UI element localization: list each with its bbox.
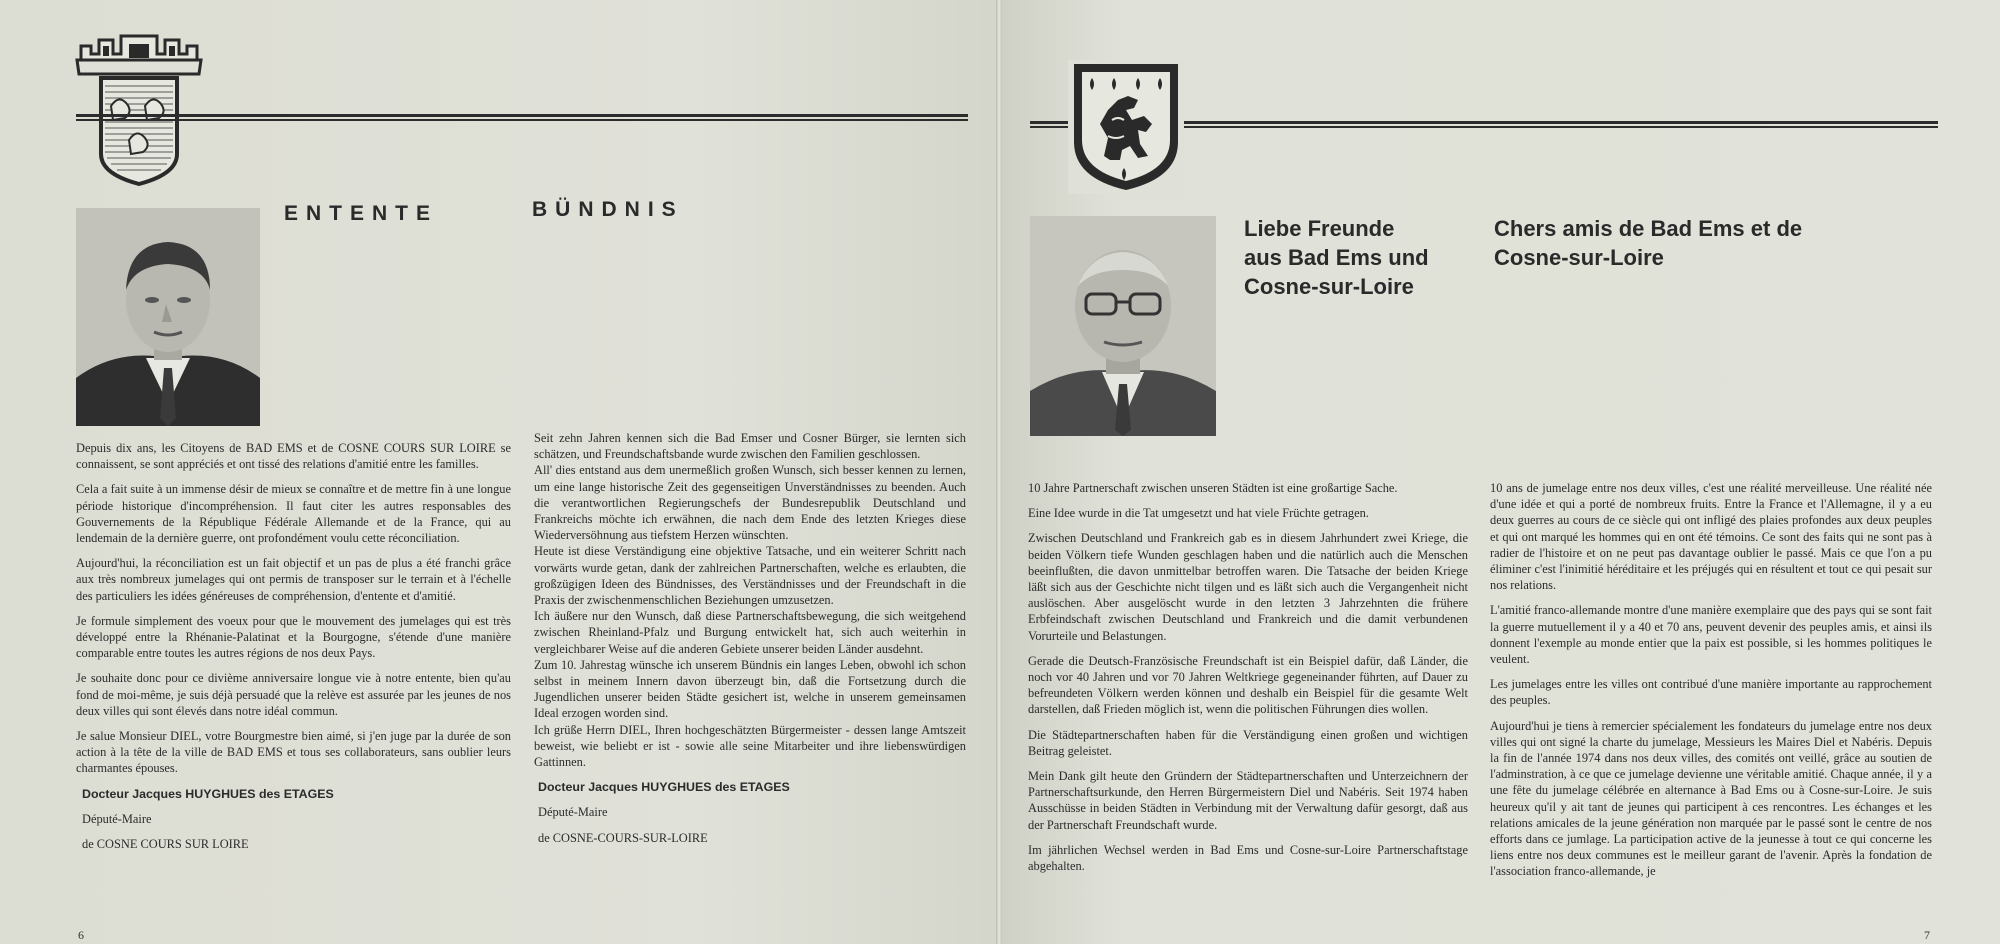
portrait-photo-mayor-bad-ems bbox=[1030, 216, 1216, 436]
french-greeting-column bbox=[1490, 480, 1932, 889]
bad-ems-crest-icon bbox=[1068, 60, 1184, 194]
paragraph: Mein Dank gilt heute den Gründern der Städtepartnerschaften und Unterzeichnern der Partnerschaftsurkunde, den Herren Bürgermeistern Diel und Nabéris. Seit 1974 haben Ausschüsse in beiden Städten in Verbindung mit der Verwaltung dafür gesorgt, daß aus der Partnerschaft Freundschaft wurde. bbox=[1028, 769, 1468, 832]
paragraph: 10 Jahre Partnerschaft zwischen unseren Städten ist eine großartige Sache. bbox=[1028, 481, 1398, 495]
page-number: 6 bbox=[78, 928, 84, 942]
paragraph: Zwischen Deutschland und Frankreich gab es in diesem Jahrhundert zwei Kriege, die beiden Völkern tiefe Wunden geschlagen haben und die natürlich auch die Menschen beeinflußten, die davon unmittelbar betroffen waren. Die Tatsache der beiden Kriege läßt sich aus der Geschichte nicht tilgen und es läßt sich auch die Vergangenheit nicht auslöschen. Aber ausgelöscht wurde in den letzten 3 Jahrzehnten die frühere Erbfeindschaft zwischen Deutschland und Frankreich und die damit verbundenen Vorurteile und Belastungen. bbox=[1028, 531, 1468, 643]
paragraph: Eine Idee wurde in die Tat umgesetzt und hat viele Früchte getragen. bbox=[1028, 506, 1369, 521]
heading-line: Cosne-sur-Loire bbox=[1244, 274, 1414, 299]
heading-line: Liebe Freunde bbox=[1244, 216, 1395, 241]
heading-buendnis: BÜNDNIS bbox=[532, 198, 684, 221]
heading-line: aus Bad Ems und bbox=[1244, 245, 1429, 270]
signature-title: Député-Maire bbox=[82, 811, 152, 826]
signature-name: Docteur Jacques HUYGHUES des ETAGES bbox=[538, 780, 790, 795]
paragraph: Im jährlichen Wechsel werden in Bad Ems und Cosne-sur-Loire Partnerschaftstage abgehalten. bbox=[1028, 842, 1468, 874]
paragraph: Depuis dix ans, les Citoyens de BAD EMS et de COSNE COURS SUR LOIRE se connaissent, se sont appréciés et ont tissé des relations d'amitié entre les familles. bbox=[76, 441, 511, 472]
signature-title: Député-Maire bbox=[538, 805, 608, 820]
header-rule bbox=[76, 114, 968, 121]
left-page bbox=[0, 0, 996, 944]
paragraph: Aujourd'hui je tiens à remercier spécialement les fondateurs du jumelage entre nos deux villes qui ont signé la charte du jumelage, Messieurs les Maires Diel et Nabéris. Depuis la fin de l'année 1974 dans nos deux villes, des comités ont veillé, grâce au soutien de l'adminstration, à ce que ce jumelage devienne une véritable amitié. Chaque année, il y a une fête du jumelage célébrée en alternance à Bad Ems ou à Cosne-sur-Loire. Je suis heureux qu'il y ait tant de jeunes qui participent à ces rencontres. Les échanges et les relations amicales de la jeune génération non marquée par le passé sont le centre de nos efforts dans ce jumlage. La participation active de la jeunesse à tout ce qui concerne les liens entre nos deux communes est le meilleur garant de l'avenir. Après la fondation de l'association franco-allemande, je bbox=[1490, 718, 1932, 879]
right-page bbox=[1002, 0, 2000, 944]
paragraph: Aujourd'hui, la réconciliation est un fait objectif et un pas de plus a été franchi grâce aux très nombreux jumelages qui ont permis de transposer sur le terrain et à l'échelle des particuliers les idées généreuses de compréhension, d'entente et d'amitié. bbox=[76, 556, 511, 603]
french-letter-column bbox=[76, 440, 511, 861]
german-letter-column bbox=[534, 430, 966, 855]
paragraph: Ich grüße Herrn DIEL, Ihren hochgeschätzten Bürgermeister - dessen lange Amtszeit beweist, wie beliebt er ist - sowie alle seine Mitarbeiter und ihre liebenswürdigen Gattinnen. bbox=[534, 722, 966, 770]
signature-place: de COSNE-COURS-SUR-LOIRE bbox=[538, 830, 708, 845]
paragraph: Ich äußere nur den Wunsch, daß diese Partnerschaftsbewegung, die sich weitgehend zwischen Rheinland-Pfalz und Burgung entwickelt hat, sich auch weiterhin in vergleichbarer Weise auf die anderen Gebiete unserer beiden Länder ausdehnt. bbox=[534, 609, 966, 656]
paragraph: Seit zehn Jahren kennen sich die Bad Emser und Cosner Bürger, sie lernten sich schätzen, und Freundschaftsbande wurde zwischen den Familien geschlossen. bbox=[534, 431, 966, 462]
paragraph: Je formule simplement des voeux pour que le mouvement des jumelages qui est très développé entre la Rhénanie-Palatinat et la Bourgogne, s'étende d'une manière comparable entre toutes les autres régions de nos deux Pays. bbox=[76, 613, 511, 661]
paragraph: Cela a fait suite à un immense désir de mieux se connaître et de mettre fin à une longue période historique d'incompréhension. Il faut citer les autres responsables des Gouvernements de la République Fédérale Allemande et de la France, qui au lendemain de la dernière guerre, ont profondément voulu cette réconciliation. bbox=[76, 482, 511, 546]
portrait-photo-mayor-cosne bbox=[76, 208, 260, 426]
heading-chers-amis bbox=[1494, 214, 1802, 272]
signature-block-fr bbox=[76, 786, 511, 853]
cosne-crest-icon bbox=[73, 34, 205, 186]
signature-block-de bbox=[534, 779, 966, 846]
paragraph: Gerade die Deutsch-Französische Freundschaft ist ein Beispiel dafür, daß Länder, die noch vor 40 Jahren und vor 70 Jahren Weltkriege gegeneinander führten, auf Dauer zu befreundeten Völkern werden können und deshalb ein Beispiel für die gesamte Welt darstellen, daß Frieden möglich ist, wenn die politischen Führungen dies wollen. bbox=[1028, 653, 1468, 717]
heading-line: Cosne-sur-Loire bbox=[1494, 245, 1664, 270]
paragraph: Je salue Monsieur DIEL, votre Bourgmestre bien aimé, si j'en juge par la durée de son action à la tête de la ville de BAD EMS et tous ses collaborateurs, sans oublier leurs charmantes épouses. bbox=[76, 729, 511, 776]
german-greeting-column bbox=[1028, 480, 1468, 883]
paragraph: Heute ist diese Verständigung eine objektive Tatsache, und ein weiterer Schritt nach vorwärts wurde getan, dank der zahlreichen Partnerschaften, welche es erlaubten, die großzügigen Ideen des Bündnisses, des Verständnisses und der Freundschaft in die Praxis der zwischenmenschlichen Beziehungen umzusetzen. bbox=[534, 544, 966, 608]
paragraph: Les jumelages entre les villes ont contribué d'une manière importante au rapprochement des peuples. bbox=[1490, 677, 1932, 708]
paragraph: 10 ans de jumelage entre nos deux villes, c'est une réalité merveilleuse. Une réalité née d'une idée et qui a porté de nombreux fruits. Entre la France et l'Allemagne, il y a eu deux guerres au cours de ce siècle qui ont infligé des plaies profondes aux deux peuples et qui ont marqué les hommes qui en ont été témoins. Ce sont des faits qui ne sont pas à radier de l'histoire et on ne peut pas davantage oublier le passé. Mais ce que l'on a pu éliminer c'est l'inimitié héréditaire et les préjugés qui en résultent et tout ce qui pesait sur nos relations. bbox=[1490, 481, 1932, 593]
paragraph: Die Städtepartnerschaften haben für die Verständigung einen großen und wichtigen Beitrag geleistet. bbox=[1028, 727, 1468, 758]
signature-place: de COSNE COURS SUR LOIRE bbox=[82, 837, 249, 852]
heading-line: Chers amis de Bad Ems et de bbox=[1494, 216, 1803, 241]
heading-entente: ENTENTE bbox=[284, 202, 439, 225]
paragraph: Je souhaite donc pour ce divième anniversaire longue vie à notre entente, bien qu'au fond de moi-même, je suis déjà persuadé que la relève est assurée par les jeunes de nos deux villes qui sont élevés dans notre idéal commun. bbox=[76, 671, 511, 718]
page-number: 7 bbox=[1924, 928, 1930, 942]
signature-name: Docteur Jacques HUYGHUES des ETAGES bbox=[82, 786, 334, 801]
paragraph: Zum 10. Jahrestag wünsche ich unserem Bündnis ein langes Leben, obwohl ich schon selbst in meinem Innern davon überzeugt bin, daß die Fortsetzung durch die Jugendlichen unserer beiden Städte gesichert ist, welche in unserem gemeinsamen Ideal erzogen worden sind. bbox=[534, 657, 966, 721]
paragraph: L'amitié franco-allemande montre d'une manière exemplaire que des pays qui se sont fait la guerre mutuellement il y a 40 et 70 ans, peuvent devenir des peuples amis, et ainsi ils donnent l'exemple au monde entier que la paix est possible, si les hommes politiques le veulent. bbox=[1490, 603, 1932, 667]
heading-liebe-freunde bbox=[1244, 214, 1429, 301]
paragraph: All' dies entstand aus dem unermeßlich großen Wunsch, sich besser kennen zu lernen, um eine lange historische Zeit des gegenseitigen Unverständnisses zu beenden. Auch die verantwortlichen Regierungschefs der Bundesrepublik Deutschland und Frankreichs möchte ich erwähnen, die nach dem Ende des letzten Krieges diese Wiederversöhnung aus tiefstem Herzen wünschten. bbox=[534, 463, 966, 543]
